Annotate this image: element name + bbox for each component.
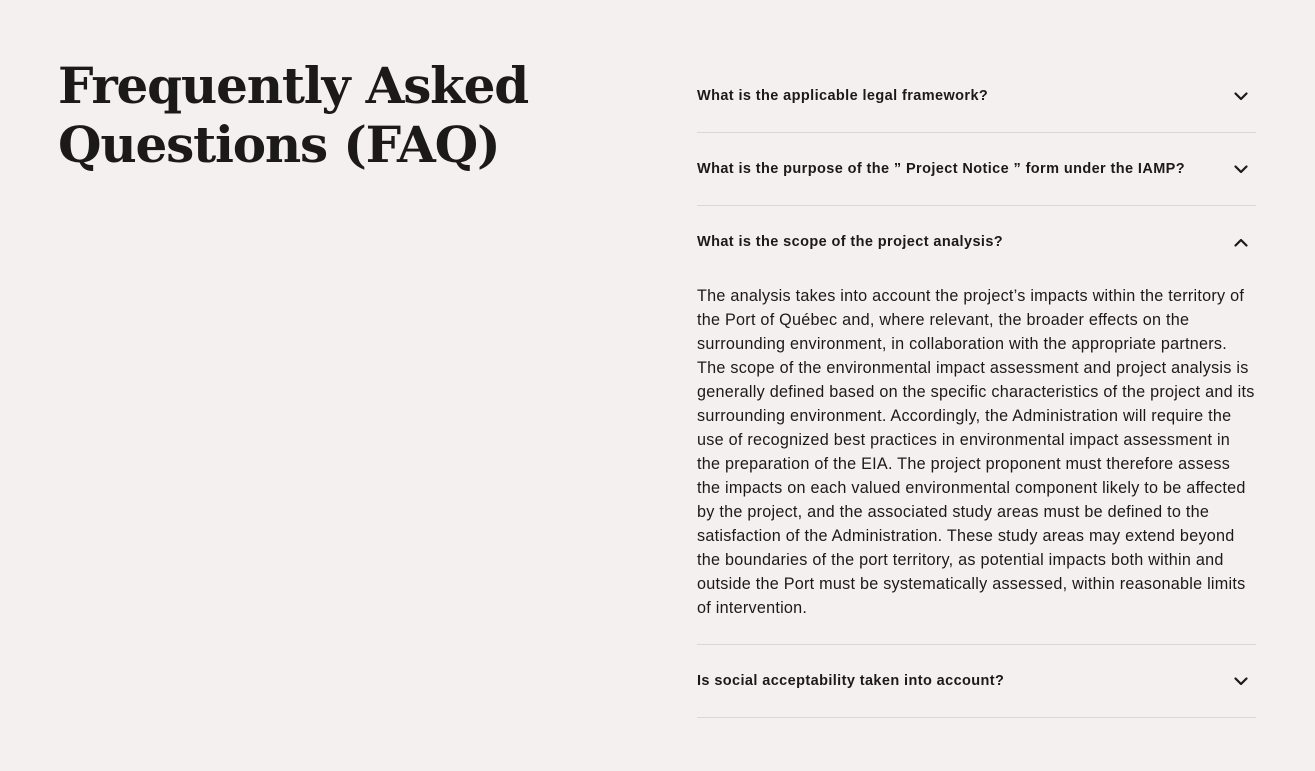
faq-question-toggle[interactable] (697, 206, 1256, 278)
faq-question-toggle[interactable] (697, 133, 1256, 205)
faq-item-project-notice (697, 133, 1256, 206)
faq-item-legal-framework (697, 60, 1256, 133)
faq-answer-paragraph: The analysis takes into account the project’s impacts within the territory of the Port of Québec and, where relevant, the broader effects on the surrounding environment, in collaboration with the appropriate partners. (697, 287, 1245, 353)
faq-question-text: What is the purpose of the ” Project Notice ” form under the IAMP? (697, 161, 1186, 177)
faq-answer-paragraph: The scope of the environmental impact assessment and project analysis is generally defined based on the specific characteristics of the project and its surrounding environment. Accordingly, the Administration will require the use of recognized best practices in environmental impact assessment in the preparation of the EIA. The project proponent must therefore assess the impacts on each valued environmental component likely to be affected by the project, and the associated study areas must be defined to the satisfaction of the Administration. These study areas may extend beyond the boundaries of the port territory, as potential impacts both within and outside the Port must be systematically assessed, within reasonable limits of intervention. (697, 359, 1255, 617)
page-title-line-1: Frequently Asked (58, 56, 528, 115)
faq-answer (697, 278, 1256, 644)
faq-item-social-acceptability (697, 645, 1256, 718)
chevron-down-icon[interactable] (1232, 672, 1250, 690)
page-title (58, 56, 618, 174)
faq-question-toggle[interactable] (697, 60, 1256, 132)
faq-question-text: What is the scope of the project analysis? (697, 234, 1004, 250)
page-title-line-2: Questions (FAQ) (58, 115, 500, 174)
chevron-down-icon[interactable] (1232, 160, 1250, 178)
faq-question-text: What is the applicable legal framework? (697, 88, 989, 104)
faq-item-project-scope (697, 206, 1256, 645)
chevron-down-icon[interactable] (1232, 87, 1250, 105)
faq-question-text: Is social acceptability taken into account? (697, 673, 1005, 689)
faq-accordion (697, 60, 1256, 718)
chevron-up-icon[interactable] (1232, 233, 1250, 251)
faq-question-toggle[interactable] (697, 645, 1256, 717)
